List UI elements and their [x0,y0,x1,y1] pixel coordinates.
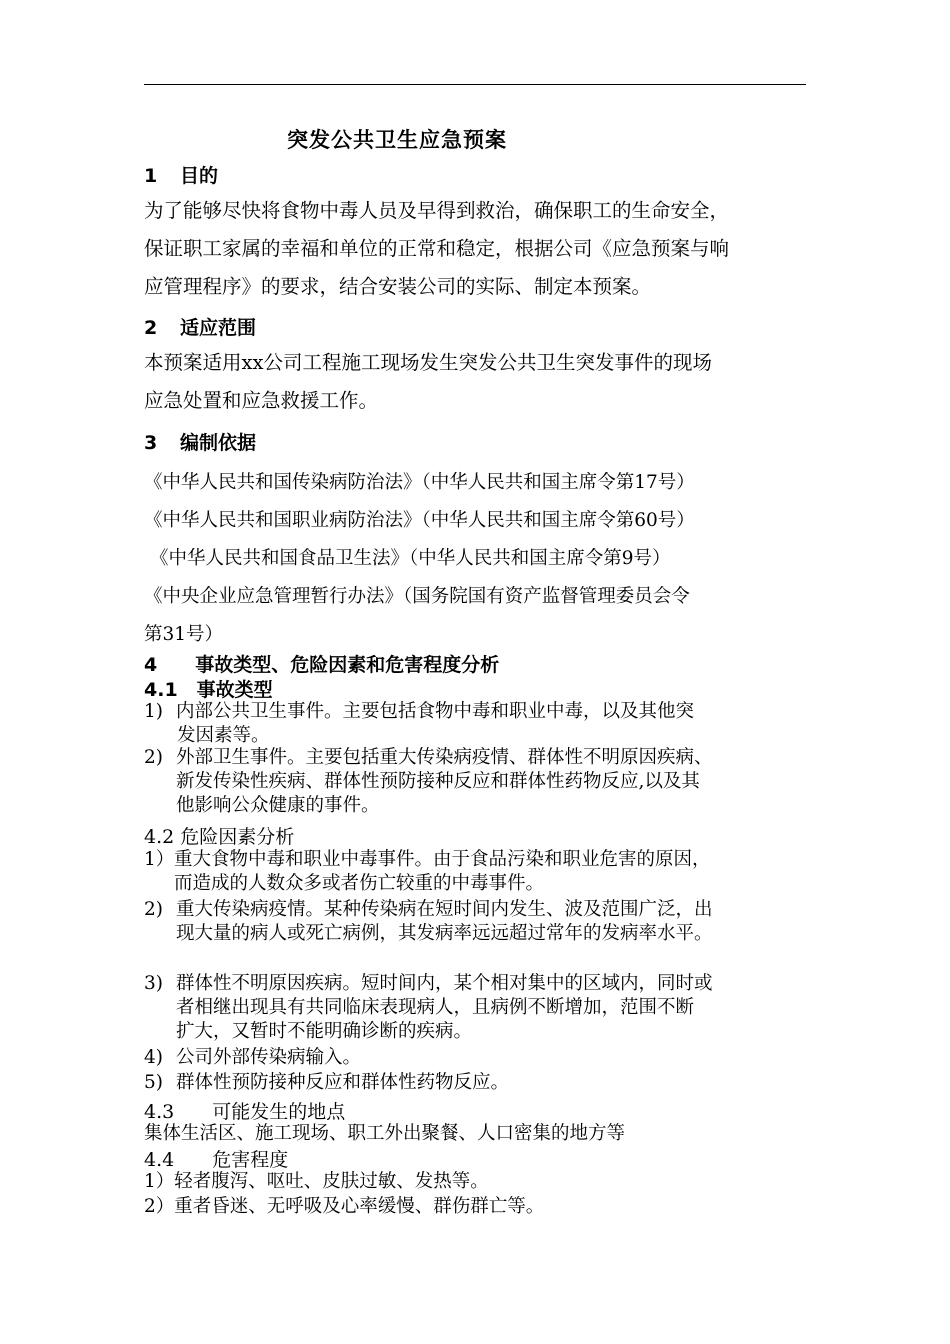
section-title: 适应范围 [180,317,257,339]
list-line: 发因素等。 [177,725,270,746]
reference-item: 《中华人民共和国职业病防治法》（中华人民共和国主席令第60号） [144,510,695,531]
section-title: 编制依据 [180,432,257,454]
paragraph-line: 为了能够尽快将食物中毒人员及早得到救治，确保职工的生命安全， [144,199,730,222]
list-marker: 1) [144,701,163,722]
document-title: 突发公共卫生应急预案 [287,128,507,152]
list-line: 重大食物中毒和职业中毒事件。由于食品污染和职业危害的原因， [174,849,711,870]
list-line: 他影响公众健康的事件。 [176,795,380,816]
section-number: 1 [144,165,158,187]
section-heading-3 [144,428,256,455]
list-marker: 5) [144,1072,163,1093]
reference-item: 《中华人民共和国食品卫生法》（中华人民共和国主席令第9号） [150,548,671,569]
paragraph-line: 集体生活区、施工现场、职工外出聚餐、人口密集的地方等 [144,1123,626,1144]
section-number: 3 [144,432,158,454]
paragraph-line: 应急处置和应急救援工作。 [144,389,379,412]
list-item: 1）轻者腹泻、呕吐、皮肤过敏、发热等。 [144,1171,489,1192]
subsection-heading-4-3: 4.3 可能发生的地点 [144,1101,346,1123]
list-line: 新发传染性疾病、群体性预防接种反应和群体性药物反应,以及其 [176,771,700,792]
list-line: 重大传染病疫情。某种传染病在短时间内发生、波及范围广泛，出 [176,899,713,920]
list-line: 群体性不明原因疾病。短时间内，某个相对集中的区域内，同时或 [176,973,713,994]
section-title: 目的 [180,165,219,187]
list-line: 内部公共卫生事件。主要包括食物中毒和职业中毒，以及其他突 [176,701,695,722]
list-line: 而造成的人数众多或者伤亡较重的中毒事件。 [174,873,545,894]
paragraph-line: 应管理程序》的要求，结合安装公司的实际、制定本预案。 [144,275,652,298]
list-line: 外部卫生事件。主要包括重大传染病疫情、群体性不明原因疾病、 [176,747,713,768]
reference-item: 《中华人民共和国传染病防治法》（中华人民共和国主席令第17号） [144,472,695,493]
reference-item: 第31号） [144,624,224,645]
list-line: 者相继出现具有共同临床表现病人，且病例不断增加，范围不断 [176,997,695,1018]
paragraph-line: 本预案适用xx公司工程施工现场发生突发公共卫生突发事件的现场 [144,351,712,374]
list-marker: 1） [144,849,175,870]
section-heading-1 [144,161,218,188]
list-item: 2）重者昏迷、无呼吸及心率缓慢、群伤群亡等。 [144,1196,545,1217]
list-marker: 2) [144,747,163,768]
reference-item: 《中央企业应急管理暂行办法》（国务院国有资产监督管理委员会令 [144,586,690,607]
header-rule [144,84,806,85]
section-heading-2 [144,313,256,340]
section-number: 2 [144,317,158,339]
paragraph-line: 保证职工家属的幸福和单位的正常和稳定，根据公司《应急预案与响 [144,237,730,260]
list-line: 公司外部传染病输入。 [176,1047,362,1068]
list-marker: 4) [144,1047,163,1068]
subsection-heading-4-4: 4.4 危害程度 [144,1149,289,1171]
list-line: 扩大，又暂时不能明确诊断的疾病。 [176,1021,473,1042]
subsection-heading-4-2: 4.2 危险因素分析 [144,826,295,848]
list-line: 现大量的病人或死亡病例，其发病率远远超过常年的发病率水平。 [176,923,713,944]
subsection-heading-4-1: 4.1 事故类型 [144,679,273,701]
list-line: 群体性预防接种反应和群体性药物反应。 [176,1072,510,1093]
section-heading-4: 4 事故类型、危险因素和危害程度分析 [144,654,500,676]
list-marker: 3) [144,973,163,994]
list-marker: 2) [144,899,163,920]
